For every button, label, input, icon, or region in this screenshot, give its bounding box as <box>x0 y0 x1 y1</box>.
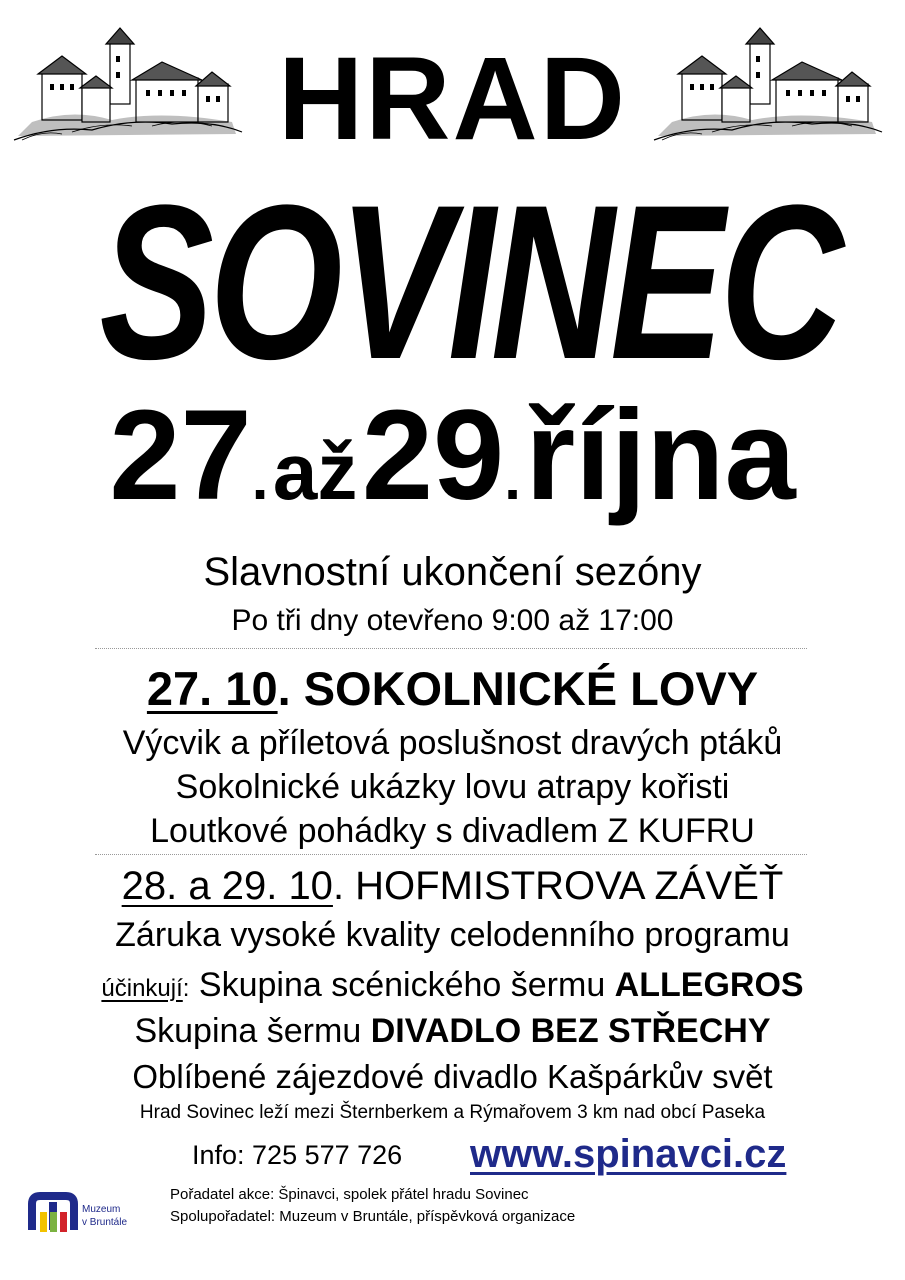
info-phone: Info: 725 577 726 <box>192 1140 403 1170</box>
logo-line1: Muzeum <box>82 1204 121 1215</box>
location: Hrad Sovinec leží mezi Šternberkem a Rýmařovem 3 km nad obcí Paseka <box>139 1102 766 1123</box>
group1-name: ALLEGROS <box>614 966 804 1004</box>
divider <box>95 854 807 855</box>
performers-label: účinkují <box>101 975 183 1002</box>
group3-line: Oblíbené zájezdové divadlo Kašpárkův svět <box>132 1058 773 1095</box>
date-end: 29 <box>361 384 505 527</box>
title-sovinec: SOVINEC <box>99 159 840 405</box>
logo-line2: v Bruntále <box>82 1216 128 1228</box>
museum-logo-text <box>82 1204 127 1229</box>
co-organizer: Spolupořadatel: Muzeum v Bruntále, příspěvková organizace <box>170 1208 576 1225</box>
hof-heading <box>0 866 905 906</box>
group1-text: Skupina scénického šermu <box>189 966 615 1004</box>
hof-date: 28. a 29. 10 <box>121 864 333 908</box>
sokol-date: 27. 10 <box>146 662 278 715</box>
group2-name: DIVADLO BEZ STŘECHY <box>370 1012 771 1050</box>
date-start: 27 <box>109 384 252 527</box>
sokol-title: . SOKOLNICKÉ LOVY <box>277 662 759 715</box>
date-az: až <box>272 427 358 516</box>
sokol-line: Výcvik a příletová poslušnost dravých ptáků <box>122 724 783 762</box>
sokol-line: Loutkové pohádky s divadlem Z KUFRU <box>150 812 755 850</box>
performers-colon: : <box>182 975 190 1002</box>
date-month: října <box>525 384 796 527</box>
subtitle: Slavnostní ukončení sezóny <box>203 550 702 594</box>
sokol-line: Sokolnické ukázky lovu atrapy kořisti <box>175 768 730 806</box>
website-link[interactable]: www.spinavci.cz <box>470 1132 787 1176</box>
sokol-heading <box>0 662 905 715</box>
divider <box>95 648 807 649</box>
date-dot: . <box>504 445 521 512</box>
event-dates <box>0 384 905 527</box>
title-hrad: HRAD <box>278 33 627 165</box>
hof-quality: Záruka vysoké kvality celodenního programu <box>115 916 790 954</box>
performers-line <box>0 966 905 1005</box>
group2-line <box>0 1012 905 1051</box>
organizer: Pořadatel akce: Špinavci, spolek přátel hradu Sovinec <box>170 1186 529 1203</box>
opening-hours: Po tři dny otevřeno 9:00 až 17:00 <box>231 604 674 637</box>
group2-text: Skupina šermu <box>134 1012 371 1050</box>
hof-title: . HOFMISTROVA ZÁVĚŤ <box>332 864 784 908</box>
date-dot: . <box>251 445 269 512</box>
